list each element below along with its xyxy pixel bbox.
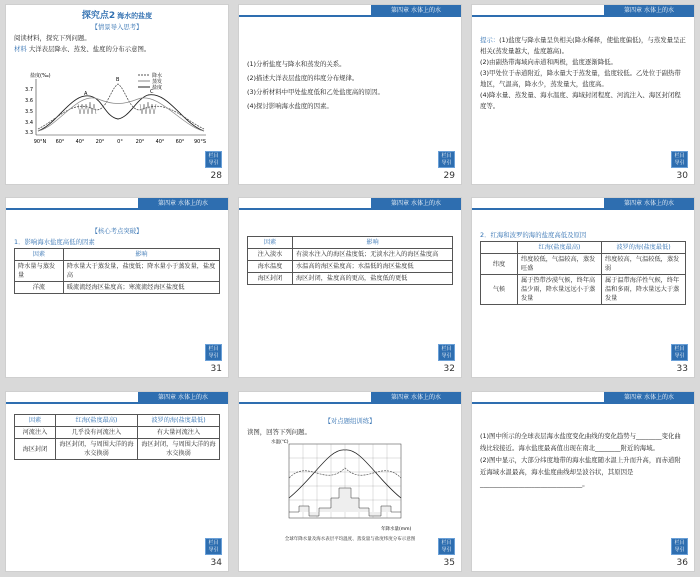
section-heading: 【情景导入思考】	[91, 23, 143, 31]
table-header: 红海(盐度最高)	[518, 242, 602, 254]
x-tick: 20°	[135, 139, 145, 145]
table-header	[481, 242, 518, 254]
slide-30[interactable]	[471, 4, 695, 185]
y-tick: 3.4	[25, 120, 33, 126]
nav-badge[interactable]: 栏目 导引	[671, 151, 688, 168]
chapter-tab: 第四章 水体上的水	[138, 392, 228, 404]
climate-chart	[269, 438, 419, 536]
section-heading: 【核心考点突破】	[91, 227, 143, 235]
table-header: 红海(盐度最高)	[56, 415, 138, 427]
table-heading: 2．红海和波罗的海的盐度高低及原因	[480, 231, 587, 239]
question-item: (4)探讨影响海水盐度的因素。	[247, 102, 333, 110]
hint-item: 提示：(1)盐度与降水量呈负相关(降水稀释，使盐度偏低)，与蒸发量呈正相关(蒸发量越大，盐度越高)。	[480, 36, 686, 55]
chapter-tab: 第四章 水体上的水	[371, 198, 461, 210]
slide-number: 28	[210, 171, 222, 181]
table-heading: 1．影响海水盐度高低的因素	[14, 238, 95, 246]
hatch-area	[140, 102, 156, 114]
slide-content	[247, 57, 453, 166]
slide-31[interactable]	[5, 197, 229, 378]
slide-title	[14, 11, 220, 22]
chapter-tab: 第四章 水体上的水	[604, 198, 694, 210]
nav-badge[interactable]: 栏目 导引	[205, 538, 222, 555]
table-header: 波罗的海(盐度最低)	[138, 415, 220, 427]
hint-label: 提示：	[480, 36, 500, 44]
question-item: (1)分析盐度与降水和蒸发的关系。	[247, 60, 346, 68]
chart-left-label: 水温(℃)	[271, 440, 289, 445]
slide-32[interactable]	[238, 197, 462, 378]
x-tick: 40°	[155, 139, 165, 145]
slide-35[interactable]	[238, 391, 462, 572]
slide-number: 32	[443, 364, 455, 374]
slide-29[interactable]	[238, 4, 462, 185]
table-row: 降水量与蒸发量 降水量大于蒸发量，盐度低；降水量小于蒸发量，盐度高	[15, 261, 220, 282]
comparison-table	[14, 414, 220, 460]
top-bar	[239, 5, 461, 17]
table-row: 气候 属于热带沙漠气候，终年高温少雨，降水量远远小于蒸发量 属于温带海洋性气候，终年温和多雨，降水量远大于蒸发量	[481, 275, 686, 305]
chart-caption: 全球年降水量及海水表层平均温度、蒸发量与盐度纬度分布示意图	[284, 537, 416, 542]
comparison-table	[480, 241, 686, 305]
slide-content	[480, 430, 686, 553]
nav-badge[interactable]: 栏目 导引	[438, 538, 455, 555]
nav-badge[interactable]: 栏目 导引	[671, 538, 688, 555]
slide-number: 30	[676, 171, 688, 181]
material-line	[14, 44, 220, 55]
slide-number: 35	[443, 558, 455, 568]
slide-36[interactable]	[471, 391, 695, 572]
table-row: 注入淡水 有淡水注入的海区盐度低；无淡水注入的海区盐度高	[248, 249, 453, 261]
slide-content	[14, 11, 220, 166]
question-item: (2)图中显示，大部分纬度地带的海水盐度随水温上升而升高，而赤道附近海域水温最高，海水盐度曲线却呈波谷状，其原因是________________________________。	[480, 456, 681, 488]
nav-badge[interactable]: 栏目 导引	[438, 151, 455, 168]
salinity-chart	[18, 69, 213, 147]
y-tick: 3.7	[25, 87, 33, 93]
precipitation-bars	[289, 488, 401, 516]
material-label: 材料	[14, 45, 27, 53]
slide-33[interactable]	[471, 197, 695, 378]
chapter-tab: 第四章 水体上的水	[371, 5, 461, 17]
slide-number: 31	[210, 364, 222, 374]
slide-content	[247, 416, 453, 553]
question-item: (2)描述大洋表层盐度的纬度分布规律。	[247, 74, 359, 82]
y-tick: 3.3	[25, 130, 33, 136]
y-tick: 3.5	[25, 109, 33, 115]
slide-content	[480, 35, 686, 166]
table-row: 海区封闭 海区封闭，与周围大洋的海水交换弱 海区封闭，与周围大洋的海水交换弱	[15, 439, 220, 460]
slide-number: 34	[210, 558, 222, 568]
slide-34[interactable]	[5, 391, 229, 572]
hint-item: (2)由副热带海域向赤道和两极，盐度逐渐降低。	[480, 58, 617, 66]
table-header: 影响	[63, 249, 219, 261]
table-row: 纬度 纬度较低，气温较高，蒸发旺盛 纬度较高，气温较低，蒸发弱	[481, 254, 686, 275]
chart-label-c: C	[150, 89, 154, 95]
table-header: 影响	[293, 237, 453, 249]
chart-label-a: A	[84, 91, 88, 97]
question-item: (1)图中所示的全球表层海水盐度变化曲线的变化趋势与________变化曲线比较接近。海水盐度最高值出现在南北________附近的海域。	[480, 432, 681, 452]
material-text: 大洋表层降水、蒸发、盐度的分布示意图。	[28, 45, 151, 53]
slide-content	[14, 414, 220, 553]
precipitation-curve	[38, 84, 204, 129]
chapter-tab: 第四章 水体上的水	[604, 392, 694, 404]
factor-table	[247, 236, 453, 285]
table-row: 海区封闭 海区封闭，盐度高的更高，盐度低的更低	[248, 273, 453, 285]
evaporation-curve	[38, 98, 204, 131]
hint-item: (3)甲处位于赤道附近，降水量大于蒸发量，盐度较低。乙处位于副热带地区，气温高，降水少，蒸发量大，盐度高。	[480, 69, 681, 88]
slide-28[interactable]	[5, 4, 229, 185]
x-tick: 60°	[55, 139, 65, 145]
x-tick: 60°	[175, 139, 185, 145]
top-bar	[472, 392, 694, 404]
nav-badge[interactable]: 栏目 导引	[438, 344, 455, 361]
title-text: 海水的盐度	[117, 12, 153, 20]
top-bar	[472, 198, 694, 210]
x-tick: 0°	[117, 139, 123, 145]
svg-text:蒸发: 蒸发	[152, 79, 163, 85]
salinity-curve	[38, 95, 204, 131]
top-bar	[6, 198, 228, 210]
chart-label-b: B	[116, 77, 120, 83]
x-tick: 20°	[95, 139, 105, 145]
chapter-tab: 第四章 水体上的水	[371, 392, 461, 404]
top-bar	[6, 392, 228, 404]
table-row: 海水温度 水温高的海区盐度高；水温低的海区盐度低	[248, 261, 453, 273]
slide-number: 29	[443, 171, 455, 181]
chart-y-label: 盐度(‰)	[30, 73, 51, 79]
factor-table	[14, 248, 220, 294]
hatch-area	[78, 102, 96, 114]
nav-badge[interactable]: 栏目 导引	[205, 344, 222, 361]
top-bar	[239, 198, 461, 210]
top-bar	[472, 5, 694, 17]
hint-item: (4)降水量、蒸发量、海水温度、海域封闭程度、河流注入、海区封闭程度等。	[480, 91, 681, 110]
slide-number: 36	[676, 558, 688, 568]
intro-text: 读图，回答下列问题。	[247, 428, 311, 436]
slide-content	[480, 230, 686, 359]
intro-text: 阅读材料，探究下列问题。	[14, 34, 91, 42]
x-tick: 40°	[75, 139, 85, 145]
x-tick: 90°N	[33, 139, 47, 145]
title-prefix: 探究点2	[81, 11, 116, 21]
question-item: (3)分析材料中甲处盐度低和乙处盐度高的原因。	[247, 88, 384, 96]
chapter-tab: 第四章 水体上的水	[604, 5, 694, 17]
table-row: 河流注入 几乎没有河流注入 有大量河流注入	[15, 427, 220, 439]
slide-number: 33	[676, 364, 688, 374]
x-tick: 90°S	[193, 139, 207, 145]
chapter-tab: 第四章 水体上的水	[138, 198, 228, 210]
svg-text:盐度: 盐度	[152, 85, 163, 91]
table-header: 因素	[15, 415, 56, 427]
chart-right-label: 年降水量(mm)	[381, 527, 412, 532]
top-bar	[239, 392, 461, 404]
nav-badge[interactable]: 栏目 导引	[205, 151, 222, 168]
slide-content	[14, 226, 220, 359]
nav-badge[interactable]: 栏目 导引	[671, 344, 688, 361]
section-heading: 【对点题组训练】	[324, 417, 376, 425]
table-header: 因素	[248, 237, 293, 249]
slide-content	[247, 236, 453, 359]
svg-text:降水: 降水	[152, 73, 163, 79]
table-row: 洋流 暖流流经海区盐度高；寒流流经海区盐度低	[15, 282, 220, 294]
table-header: 波罗的海(盐度最低)	[602, 242, 686, 254]
y-tick: 3.6	[25, 98, 33, 104]
table-header: 因素	[15, 249, 64, 261]
